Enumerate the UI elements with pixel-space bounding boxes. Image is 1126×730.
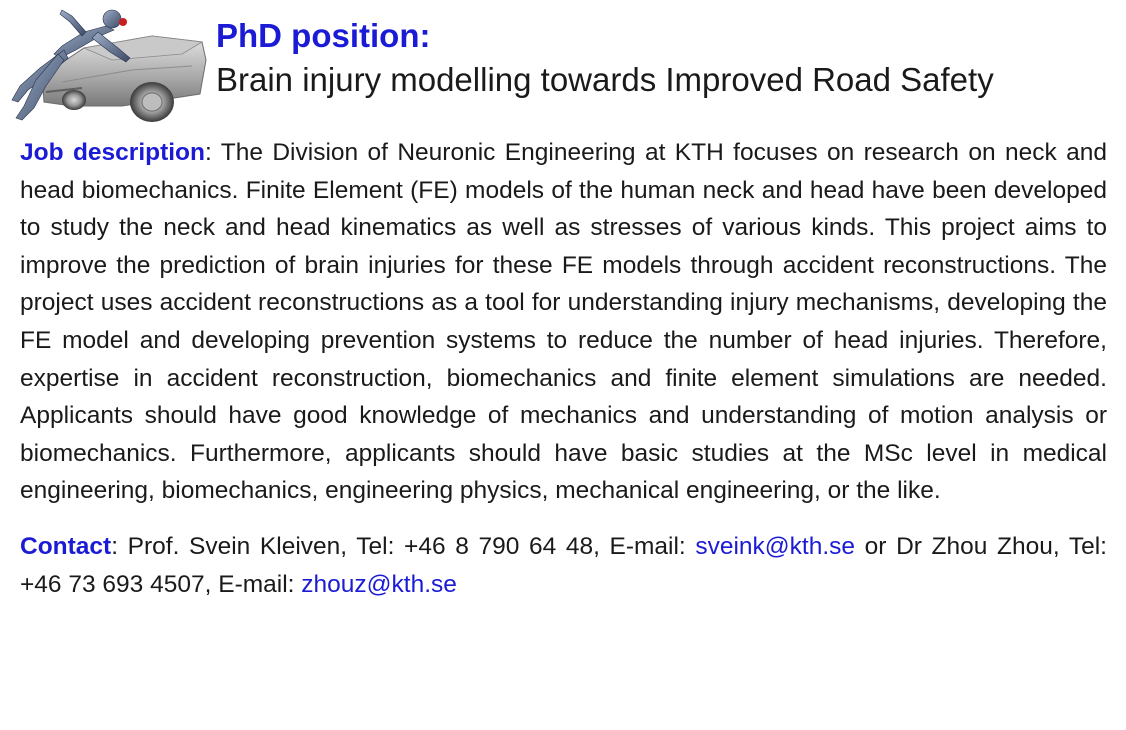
contact-paragraph bbox=[20, 528, 1107, 603]
contact-text-2: or Dr Zhou Zhou, Tel: +46 73 693 4507, E-mail: bbox=[20, 532, 1107, 598]
job-description-paragraph bbox=[20, 134, 1107, 510]
page-subtitle: Brain injury modelling towards Improved Road Safety bbox=[216, 61, 994, 98]
job-description-text: : The Division of Neuronic Engineering at KTH focuses on research on neck and head biomechanics. Finite Element (FE) models of the human neck and head have been developed to study the neck and head kinematics as well as stresses of various kinds. This project aims to improve the prediction of brain injuries for these FE models through accident reconstructions. The project uses accident reconstructions as a tool for understanding injury mechanisms, developing the FE model and developing prevention systems to reduce the number of head injuries. Therefore, expertise in accident reconstruction, biomechanics and finite element simulations are needed. Applicants should have good knowledge of mechanics and understanding of motion analysis or biomechanics. Furthermore, applicants should have basic studies at the MSc level in medical engineering, biomechanics, engineering physics, mechanical engineering, or the like. bbox=[20, 139, 1107, 505]
document-body bbox=[20, 134, 1107, 603]
page-title: PhD position: bbox=[216, 17, 431, 54]
contact-text-1: : Prof. Svein Kleiven, Tel: +46 8 790 64 48, E-mail: bbox=[111, 532, 696, 560]
car-pedestrian-impact-icon bbox=[2, 2, 208, 128]
email-link-1[interactable]: sveink@kth.se bbox=[695, 532, 856, 560]
email-link-2[interactable]: zhouz@kth.se bbox=[301, 570, 457, 598]
title-block bbox=[216, 14, 994, 102]
job-description-label: Job description bbox=[20, 139, 205, 166]
contact-label: Contact bbox=[20, 532, 112, 560]
